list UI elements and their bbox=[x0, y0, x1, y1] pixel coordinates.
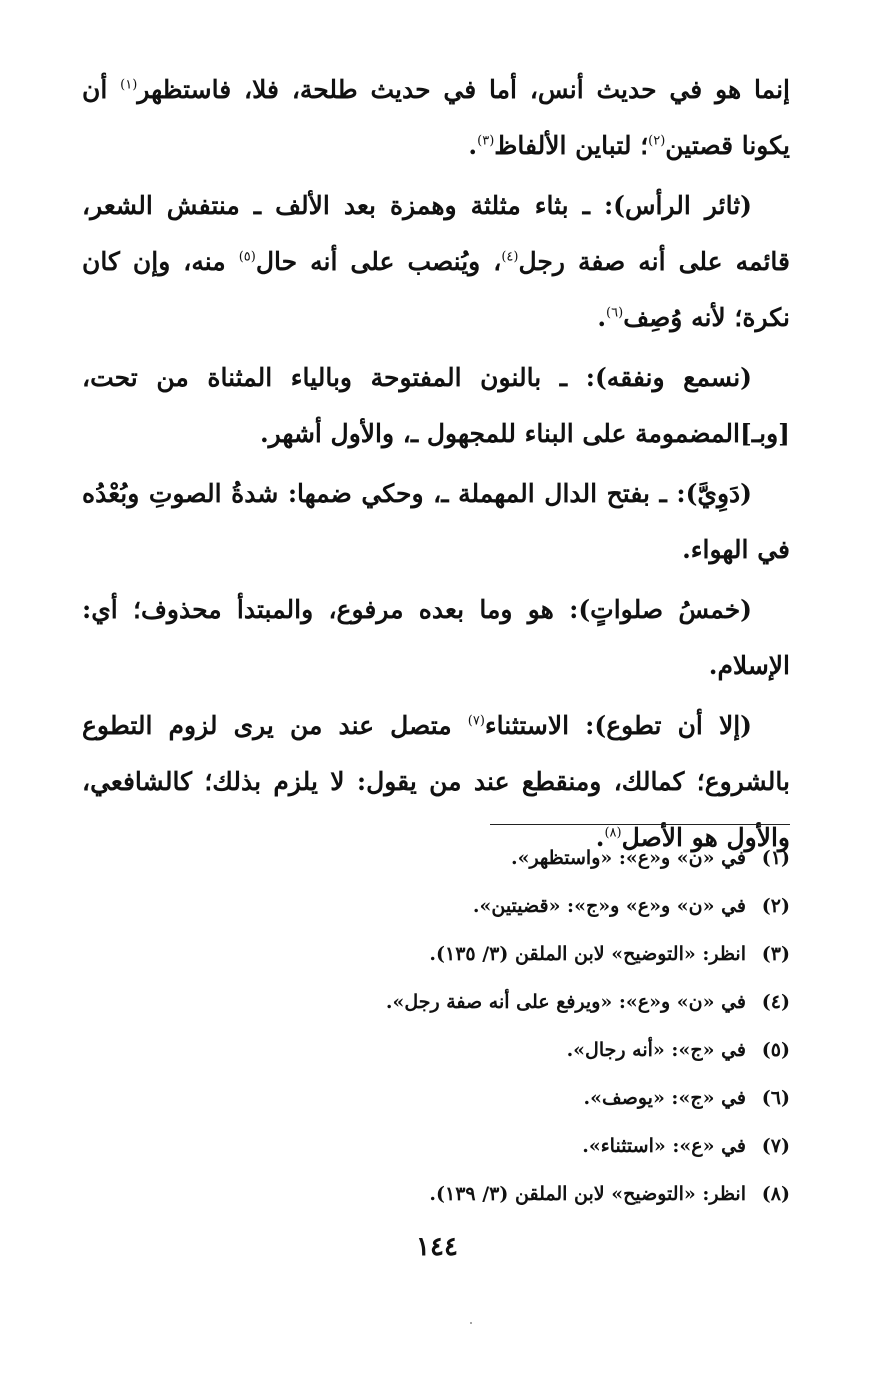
footnote-number: (١) bbox=[761, 847, 790, 869]
footnote-number: (٤) bbox=[761, 991, 790, 1013]
footnote-1 bbox=[82, 834, 790, 882]
footnote-ref-8: (٨) bbox=[604, 825, 622, 841]
footnote-number: (٣) bbox=[761, 943, 790, 965]
footnote-4 bbox=[82, 978, 790, 1026]
footnotes bbox=[82, 834, 790, 1218]
paragraph-2: (ثائر الرأس): ـ بثاء مثلثة وهمزة بعد الألف ـ منتفش الشعر، قائمه على أنه صفة رجل$^{(٤)}$، ويُنصب على أنه حال$^{(٥)}$ منه، وإن كان نكرة؛ لأنه وُصِف$^{(٦)}$. bbox=[82, 191, 790, 332]
footnote-number: (٥) bbox=[761, 1039, 790, 1061]
footnote-text: في «ج»: «أنه رجال». bbox=[566, 1039, 746, 1061]
footnote-text: انظر: «التوضيح» لابن الملقن (٣/ ١٣٥). bbox=[429, 943, 746, 965]
scan-speck bbox=[470, 1322, 472, 1324]
footnote-ref-3: (٣) bbox=[477, 133, 495, 149]
footnote-text: في «ن» و«ع»: «واستظهر». bbox=[510, 847, 746, 869]
footnote-text: في «ع»: «استثناء». bbox=[582, 1135, 746, 1157]
footnote-number: (٨) bbox=[761, 1183, 790, 1205]
paragraph-4: (دَوِيَّ): ـ بفتح الدال المهملة ـ، وحكي ضمها: شدةُ الصوتِ وبُعْدُه في الهواء. bbox=[82, 479, 790, 564]
footnote-ref-4: (٤) bbox=[501, 249, 519, 265]
footnote-ref-2: (٢) bbox=[648, 133, 666, 149]
footnote-ref-6: (٦) bbox=[606, 305, 624, 321]
footnote-text: في «ج»: «يوصف». bbox=[583, 1087, 746, 1109]
footnote-ref-5: (٥) bbox=[238, 249, 256, 265]
footnote-ref-1: (١) bbox=[120, 77, 138, 93]
footnote-7 bbox=[82, 1122, 790, 1170]
footnote-6 bbox=[82, 1074, 790, 1122]
footnote-ref-7: (٧) bbox=[467, 713, 485, 729]
paragraph-1: إنما هو في حديث أنس، أما في حديث طلحة، فلا، فاستظهر$^{(١)}$ أن يكونا قصتين$^{(٢)}$؛ لتباين الألفاظ$^{(٣)}$. bbox=[82, 75, 790, 160]
footnote-5 bbox=[82, 1026, 790, 1074]
paragraph-6: (إلا أن تطوع): الاستثناء$^{(٧)}$ متصل عند من يرى لزوم التطوع بالشروع؛ كمالك، ومنقطع عند من يقول: لا يلزم بذلك؛ كالشافعي، والأول هو الأصل$^{(٨)}$. bbox=[82, 711, 790, 852]
footnote-separator bbox=[490, 824, 790, 825]
main-text bbox=[82, 62, 790, 870]
footnote-number: (٧) bbox=[761, 1135, 790, 1157]
page-number: ١٤٤ bbox=[416, 1232, 458, 1262]
footnote-3 bbox=[82, 930, 790, 978]
footnote-2 bbox=[82, 882, 790, 930]
paragraph-3: (نسمع ونفقه): ـ بالنون المفتوحة وبالياء المثناة من تحت، [وبـ]المضمومة على البناء للمجهول ـ، والأول أشهر. bbox=[82, 363, 790, 448]
paragraph-5: (خمسُ صلواتٍ): هو وما بعده مرفوع، والمبتدأ محذوف؛ أي: الإسلام. bbox=[82, 595, 790, 680]
footnote-8 bbox=[82, 1170, 790, 1218]
footnote-text: في «ن» و«ع» و«ج»: «قضيتين». bbox=[472, 895, 746, 917]
footnote-text: في «ن» و«ع»: «ويرفع على أنه صفة رجل». bbox=[385, 991, 746, 1013]
footnote-text: انظر: «التوضيح» لابن الملقن (٣/ ١٣٩). bbox=[429, 1183, 746, 1205]
footnote-number: (٢) bbox=[761, 895, 790, 917]
footnote-number: (٦) bbox=[761, 1087, 790, 1109]
